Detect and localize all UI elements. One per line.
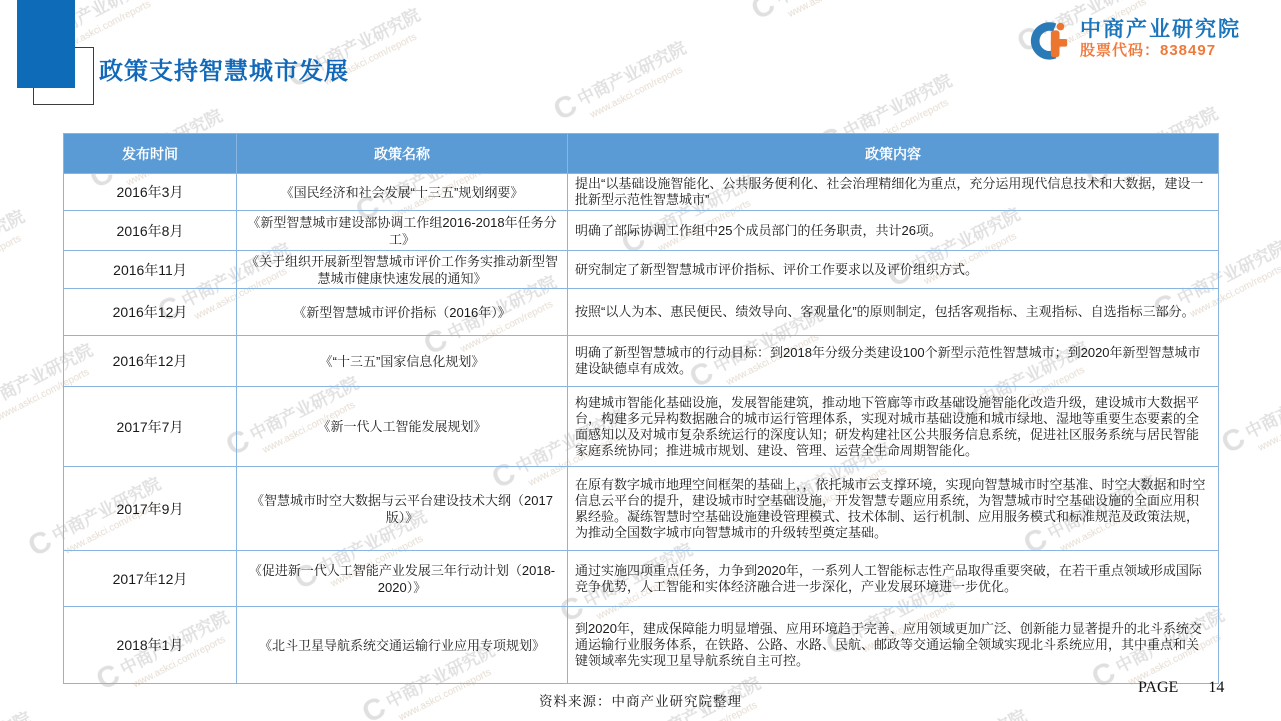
date-cell: 2017年12月: [64, 551, 237, 607]
source-note: 资料来源：中商产业研究院整理: [539, 694, 742, 709]
policy-name-cell: 《“十三五”国家信息化规划》: [237, 336, 568, 387]
policy-content-cell: 在原有数字城市地理空间框架的基础上，，依托城市云支撑环境，实现向智慧城市时空基准、时空大数据和时空信息云平台的提升，建设城市时空基础设施，开发智慧专题应用系统，为智慧城市时空基础设施的全面应用积累经验。凝练智慧时空基础设施建设管理模式、技术体制、运行机制、应用服务模式和标准规范及政策法规，为推动全国数字城市向智慧城市的升级转型奠定基础。: [568, 467, 1219, 551]
table-row: [64, 467, 1219, 551]
table-row: [64, 336, 1219, 387]
page-title: 政策支持智慧城市发展: [99, 59, 349, 85]
policy-table: [63, 133, 1219, 684]
table-row: [64, 251, 1219, 289]
decor-blue-rect: [17, 0, 75, 88]
policy-content-cell: 提出“以基础设施智能化、公共服务便利化、社会治理精细化为重点，充分运用现代信息技术和大数据，建设一批新型示范性智慧城市”: [568, 174, 1219, 211]
company-name: 中商产业研究院: [1080, 18, 1241, 42]
policy-name-cell: 《新一代人工智能发展规划》: [237, 387, 568, 467]
date-cell: 2017年7月: [64, 387, 237, 467]
table-row: [64, 211, 1219, 251]
policy-content-cell: 通过实施四项重点任务，力争到2020年，一系列人工智能标志性产品取得重要突破，在若干重点领域形成国际竞争优势，人工智能和实体经济融合进一步深化，产业发展环境进一步优化。: [568, 551, 1219, 607]
company-logo-icon: [1025, 15, 1071, 63]
company-logo-text: [1080, 18, 1241, 59]
table-row: [64, 289, 1219, 336]
policy-name-cell: 《新型智慧城市建设部协调工作组2016-2018年任务分工》: [237, 211, 568, 251]
page-indicator: [1138, 679, 1224, 697]
date-cell: 2016年3月: [64, 174, 237, 211]
date-cell: 2016年8月: [64, 211, 237, 251]
header-policy-content: 政策内容: [568, 134, 1219, 174]
policy-content-cell: 明确了新型智慧城市的行动目标：到2018年分级分类建设100个新型示范性智慧城市；到2020年新型智慧城市建设缺德卓有成效。: [568, 336, 1219, 387]
header-policy-name: 政策名称: [237, 134, 568, 174]
policy-name-cell: 《智慧城市时空大数据与云平台建设技术大纲（2017版）》: [237, 467, 568, 551]
policy-name-cell: 《国民经济和社会发展“十三五”规划纲要》: [237, 174, 568, 211]
table-header-row: [64, 134, 1219, 174]
date-cell: 2016年12月: [64, 289, 237, 336]
policy-content-cell: 明确了部际协调工作组中25个成员部门的任务职责，共计26项。: [568, 211, 1219, 251]
policy-name-cell: 《关于组织开展新型智慧城市评价工作务实推动新型智慧城市健康快速发展的通知》: [237, 251, 568, 289]
company-logo: [1025, 15, 1241, 63]
header-publish-date: 发布时间: [64, 134, 237, 174]
stock-code: 股票代码：838497: [1080, 42, 1217, 60]
table-row: [64, 387, 1219, 467]
policy-name-cell: 《新型智慧城市评价指标（2016年）》: [237, 289, 568, 336]
table-row: [64, 607, 1219, 684]
policy-name-cell: 《促进新一代人工智能产业发展三年行动计划（2018-2020）》: [237, 551, 568, 607]
date-cell: 2017年9月: [64, 467, 237, 551]
policy-content-cell: 按照“以人为本、惠民便民、绩效导向、客观量化”的原则制定，包括客观指标、主观指标、自选指标三部分。: [568, 289, 1219, 336]
table-row: [64, 174, 1219, 211]
date-cell: 2018年1月: [64, 607, 237, 684]
policy-content-cell: 到2020年，建成保障能力明显增强、应用环境趋于完善、应用领域更加广泛、创新能力显著提升的北斗系统交通运输行业服务体系，在铁路、公路、水路、民航、邮政等交通运输全领域实现北斗系统应用，其中重点和关键领域率先实现卫星导航系统自主可控。: [568, 607, 1219, 684]
policy-content-cell: 研究制定了新型智慧城市评价指标、评价工作要求以及评价组织方式。: [568, 251, 1219, 289]
table-row: [64, 551, 1219, 607]
date-cell: 2016年11月: [64, 251, 237, 289]
page-number: 14: [1208, 679, 1225, 696]
date-cell: 2016年12月: [64, 336, 237, 387]
page-label: PAGE: [1138, 679, 1179, 696]
policy-content-cell: 构建城市智能化基础设施，发展智能建筑，推动地下管廊等市政基础设施智能化改造升级，建设城市大数据平台，构建多元异构数据融合的城市运行管理体系，实现对城市基础设施和城市绿地、湿地等重要生态要素的全面感知以及对城市复杂系统运行的深度认知；研发构建社区公共服务信息系统，促进社区服务系统与居民智能家庭系统协同；推进城市规划、建设、管理、运营全生命周期智能化。: [568, 387, 1219, 467]
policy-name-cell: 《北斗卫星导航系统交通运输行业应用专项规划》: [237, 607, 568, 684]
